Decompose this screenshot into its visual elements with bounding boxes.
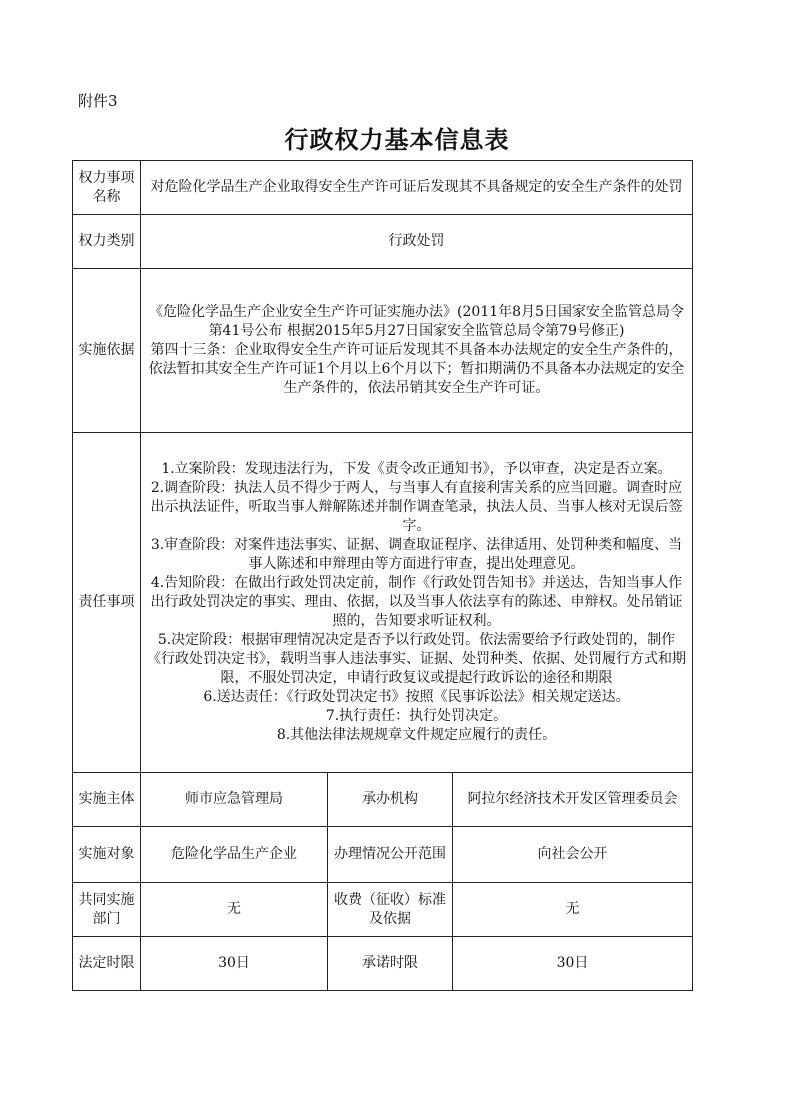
disclosure-value: 向社会公开	[453, 827, 693, 883]
agency-value: 阿拉尔经济技术开发区管理委员会	[453, 773, 693, 827]
basis-line: 《危险化学品生产企业安全生产许可证实施办法》(2011年8月5日国家安全监管总局令第41号公布 根据2015年5月27日国家安全监管总局令第79号修正)	[149, 304, 684, 339]
duty-item: 1.立案阶段：发现违法行为，下发《责令改正通知书》，予以审查，决定是否立案。	[161, 461, 672, 477]
duty-item: 5.决定阶段：根据审理情况决定是否予以行政处罚。依法需要给予行政处罚的，制作《行政处罚决定书》，载明当事人违法事实、证据、处罚种类、依据、处罚履行方式和期限，不服处罚决定，申请行政复议或提起行政诉讼的途径和期限	[147, 632, 686, 686]
category-value: 行政处罚	[141, 215, 693, 269]
table-row-time	[73, 937, 693, 991]
table-row-target	[73, 827, 693, 883]
name-value: 对危险化学品生产企业取得安全生产许可证后发现其不具备规定的安全生产条件的处罚	[141, 161, 693, 215]
fee-value: 无	[453, 883, 693, 937]
attachment-label: 附件3	[78, 92, 118, 110]
duty-item: 4.告知阶段：在做出行政处罚决定前，制作《行政处罚告知书》并送达，告知当事人作出行政处罚决定的事实、理由、依据，以及当事人依法享有的陈述、申辩权。处吊销证照的，告知要求听证权利。	[150, 575, 683, 629]
table-row-joint	[73, 883, 693, 937]
time-value: 30日	[141, 937, 328, 991]
basis-label: 实施依据	[73, 269, 141, 433]
fee-label: 收费（征收）标准及依据	[328, 883, 453, 937]
target-label: 实施对象	[73, 827, 141, 883]
table-row-name	[73, 161, 693, 215]
page-title: 行政权力基本信息表	[284, 125, 510, 154]
table-row-subject	[73, 773, 693, 827]
table-row-duty	[73, 433, 693, 773]
basis-content	[141, 269, 693, 433]
time-label: 法定时限	[73, 937, 141, 991]
joint-value: 无	[141, 883, 328, 937]
duty-content	[141, 433, 693, 773]
basis-line: 第四十三条：企业取得安全生产许可证后发现其不具备本办法规定的安全生产条件的，依法暂扣其安全生产许可证1个月以上6个月以下；暂扣期满仍不具备本办法规定的安全生产条件的，依法吊销其安全生产许可证。	[148, 342, 685, 396]
category-label: 权力类别	[73, 215, 141, 269]
target-value: 危险化学品生产企业	[141, 827, 328, 883]
duty-item: 3.审查阶段：对案件违法事实、证据、调查取证程序、法律适用、处罚种类和幅度、当事人陈述和申辩理由等方面进行审查，提出处理意见。	[150, 537, 683, 572]
table-row-category	[73, 215, 693, 269]
subject-value: 师市应急管理局	[141, 773, 328, 827]
table-row-basis	[73, 269, 693, 433]
duty-item: 7.执行责任：执行处罚决定。	[325, 708, 508, 724]
info-table	[72, 160, 693, 991]
agency-label: 承办机构	[328, 773, 453, 827]
duty-item: 6.送达责任：《行政处罚决定书》按照《民事诉讼法》相关规定送达。	[203, 689, 630, 705]
name-label: 权力事项名称	[73, 161, 141, 215]
duty-label: 责任事项	[73, 433, 141, 773]
promise-label: 承诺时限	[328, 937, 453, 991]
duty-item: 8.其他法律法规规章文件规定应履行的责任。	[276, 727, 557, 743]
subject-label: 实施主体	[73, 773, 141, 827]
disclosure-label: 办理情况公开范围	[328, 827, 453, 883]
duty-item: 2.调查阶段：执法人员不得少于两人，与当事人有直接利害关系的应当回避。调查时应出示执法证件，听取当事人辩解陈述并制作调查笔录，执法人员、当事人核对无误后签字。	[150, 480, 683, 534]
joint-label: 共同实施部门	[73, 883, 141, 937]
promise-value: 30日	[453, 937, 693, 991]
